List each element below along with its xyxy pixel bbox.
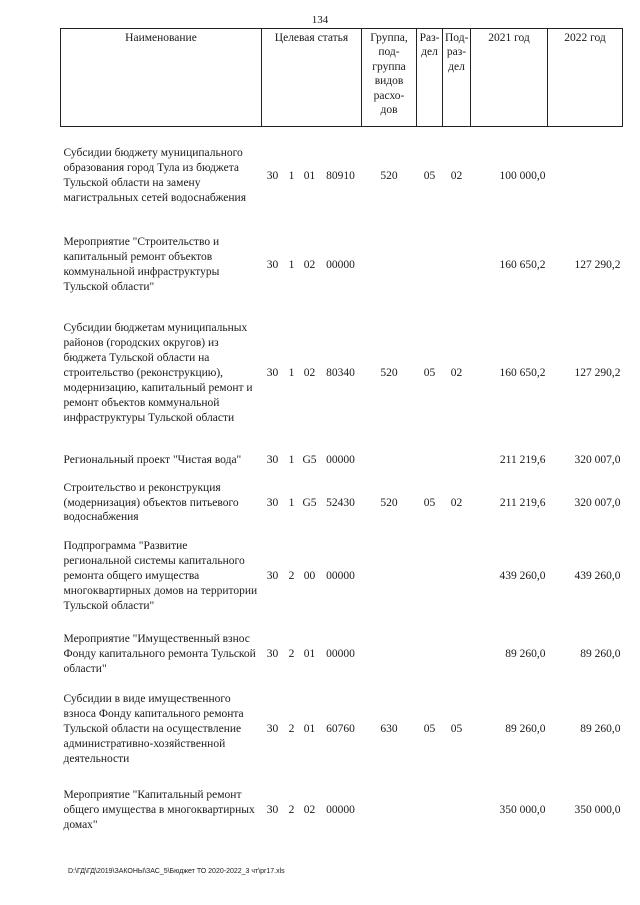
row-code-program: 30 bbox=[266, 169, 279, 182]
row-subsection: 02 bbox=[450, 496, 463, 509]
row-amount-2022: 350 000,0 bbox=[574, 804, 621, 817]
row-name: Строительство и реконструкция (модернизация) объектов питьевого водоснабжения bbox=[63, 481, 239, 524]
row-name: Субсидии бюджету муниципального образования город Тула из бюджета Тульской области на замену магистральных сетей водоснабжения bbox=[63, 147, 246, 205]
row-code-direction: 00000 bbox=[326, 804, 355, 817]
row-amount-2021: 89 260,0 bbox=[505, 723, 546, 736]
row-subsection: 02 bbox=[450, 169, 463, 182]
row-section bbox=[417, 626, 443, 684]
row-expense-group bbox=[362, 626, 417, 684]
row-code-direction: 80340 bbox=[326, 367, 355, 380]
row-code-subprogram: 1 bbox=[288, 169, 295, 182]
table-row bbox=[61, 528, 623, 626]
row-subsection: 02 bbox=[450, 367, 463, 380]
row-code-subprogram: 1 bbox=[288, 454, 295, 467]
row-amount-2021: 211 219,6 bbox=[499, 496, 546, 509]
table-row bbox=[61, 127, 623, 226]
row-amount-2022: 320 007,0 bbox=[574, 454, 621, 467]
row-section bbox=[417, 226, 443, 305]
row-expense-group: 520 bbox=[380, 169, 398, 182]
header-name: Наименование bbox=[61, 29, 262, 127]
row-expense-group bbox=[362, 226, 417, 305]
row-code-subprogram: 2 bbox=[288, 570, 295, 583]
table-row bbox=[61, 626, 623, 684]
row-code-event: G5 bbox=[302, 454, 317, 467]
row-code-subprogram: 2 bbox=[288, 648, 295, 661]
row-code-program: 30 bbox=[266, 570, 279, 583]
row-expense-group bbox=[362, 443, 417, 479]
row-subsection: 05 bbox=[450, 723, 463, 736]
row-name: Субсидии в виде имущественного взноса Фонду капитального ремонта Тульской области на осуществление административно-хозяйственной деятельности bbox=[63, 693, 244, 765]
row-code-program: 30 bbox=[266, 648, 279, 661]
row-section: 05 bbox=[423, 367, 436, 380]
row-expense-group: 520 bbox=[380, 367, 398, 380]
row-code-event: 01 bbox=[303, 723, 316, 736]
row-code-event: 00 bbox=[303, 570, 316, 583]
table-row bbox=[61, 776, 623, 846]
row-code-direction: 00000 bbox=[326, 648, 355, 661]
row-amount-2022: 127 290,2 bbox=[574, 367, 621, 380]
row-expense-group: 630 bbox=[380, 723, 398, 736]
row-code-subprogram: 1 bbox=[288, 258, 295, 271]
row-amount-2021: 211 219,6 bbox=[499, 454, 546, 467]
row-subsection bbox=[443, 443, 471, 479]
row-amount-2021: 439 260,0 bbox=[499, 570, 546, 583]
row-expense-group bbox=[362, 776, 417, 846]
row-code-program: 30 bbox=[266, 496, 279, 509]
row-code-event: 02 bbox=[303, 804, 316, 817]
row-code-event: 02 bbox=[303, 367, 316, 380]
row-code-program: 30 bbox=[266, 804, 279, 817]
row-expense-group: 520 bbox=[380, 496, 398, 509]
row-section: 05 bbox=[423, 169, 436, 182]
row-code-program: 30 bbox=[266, 258, 279, 271]
table-row bbox=[61, 479, 623, 528]
row-code-direction: 52430 bbox=[326, 496, 355, 509]
table-row bbox=[61, 305, 623, 443]
row-amount-2022: 127 290,2 bbox=[574, 258, 621, 271]
row-amount-2021: 89 260,0 bbox=[505, 648, 546, 661]
row-section: 05 bbox=[423, 496, 436, 509]
header-subsection: Под- раз- дел bbox=[443, 29, 471, 127]
header-year-2022: 2022 год bbox=[548, 29, 623, 127]
row-section bbox=[417, 528, 443, 626]
row-name: Субсидии бюджетам муниципальных районов (городских округов) из бюджета Тульской области на строительство (реконструкцию), модернизацию, капитальный ремонт и ремонт объектов коммунальной инфраструктуры Тульской области bbox=[63, 322, 253, 424]
row-code-program: 30 bbox=[266, 723, 279, 736]
row-code-subprogram: 2 bbox=[288, 723, 295, 736]
row-amount-2022: 439 260,0 bbox=[574, 570, 621, 583]
table-row bbox=[61, 443, 623, 479]
row-code-event: 01 bbox=[303, 648, 316, 661]
row-name: Региональный проект "Чистая вода" bbox=[63, 454, 242, 467]
row-subsection bbox=[443, 226, 471, 305]
row-name: Мероприятие "Строительство и капитальный ремонт объектов коммунальной инфраструктуры Тульской области" bbox=[63, 236, 220, 293]
row-subsection bbox=[443, 528, 471, 626]
row-amount-2022: 89 260,0 bbox=[580, 723, 621, 736]
header-target-article: Целевая статья bbox=[262, 29, 362, 127]
row-code-program: 30 bbox=[266, 367, 279, 380]
row-code-subprogram: 2 bbox=[288, 804, 295, 817]
row-amount-2022: 320 007,0 bbox=[574, 496, 621, 509]
row-expense-group bbox=[362, 528, 417, 626]
row-name: Мероприятие "Имущественный взнос Фонду капитального ремонта Тульской области" bbox=[63, 633, 256, 675]
row-code-event: 02 bbox=[303, 258, 316, 271]
footer-file-path: D:\ГД\ГД\2019\ЗАКОНЫ\ЗАС_5\Бюджет ТО 2020-2022_3 чт\pr17.xls bbox=[68, 868, 285, 875]
page-number: 134 bbox=[311, 14, 329, 26]
row-code-event: 01 bbox=[303, 169, 316, 182]
row-subsection bbox=[443, 626, 471, 684]
row-section bbox=[417, 443, 443, 479]
table-header-row bbox=[61, 29, 623, 127]
header-year-2021: 2021 год bbox=[471, 29, 548, 127]
table-row bbox=[61, 684, 623, 776]
row-section: 05 bbox=[423, 723, 436, 736]
row-code-direction: 80910 bbox=[326, 169, 355, 182]
row-code-event: G5 bbox=[302, 496, 317, 509]
row-subsection bbox=[443, 776, 471, 846]
row-amount-2022: 89 260,0 bbox=[580, 648, 621, 661]
budget-table bbox=[60, 28, 623, 846]
header-expense-group: Группа, под- группа видов расхо- дов bbox=[362, 29, 417, 127]
row-code-direction: 00000 bbox=[326, 570, 355, 583]
row-name: Мероприятие "Капитальный ремонт общего имущества в многоквартирных домах" bbox=[63, 789, 255, 831]
row-code-direction: 60760 bbox=[326, 723, 355, 736]
row-code-subprogram: 1 bbox=[288, 367, 295, 380]
row-code-program: 30 bbox=[266, 454, 279, 467]
row-code-direction: 00000 bbox=[326, 258, 355, 271]
row-code-direction: 00000 bbox=[326, 454, 355, 467]
row-amount-2021: 100 000,0 bbox=[499, 169, 546, 182]
table-row bbox=[61, 226, 623, 305]
header-section: Раз- дел bbox=[417, 29, 443, 127]
row-amount-2021: 160 650,2 bbox=[499, 258, 546, 271]
row-section bbox=[417, 776, 443, 846]
row-amount-2022 bbox=[548, 127, 623, 226]
row-name: Подпрограмма "Развитие региональной системы капитального ремонта общего имущества многоквартирных домов на территории Тульской области" bbox=[63, 540, 258, 612]
row-code-subprogram: 1 bbox=[288, 496, 295, 509]
row-amount-2021: 350 000,0 bbox=[499, 804, 546, 817]
row-amount-2021: 160 650,2 bbox=[499, 367, 546, 380]
